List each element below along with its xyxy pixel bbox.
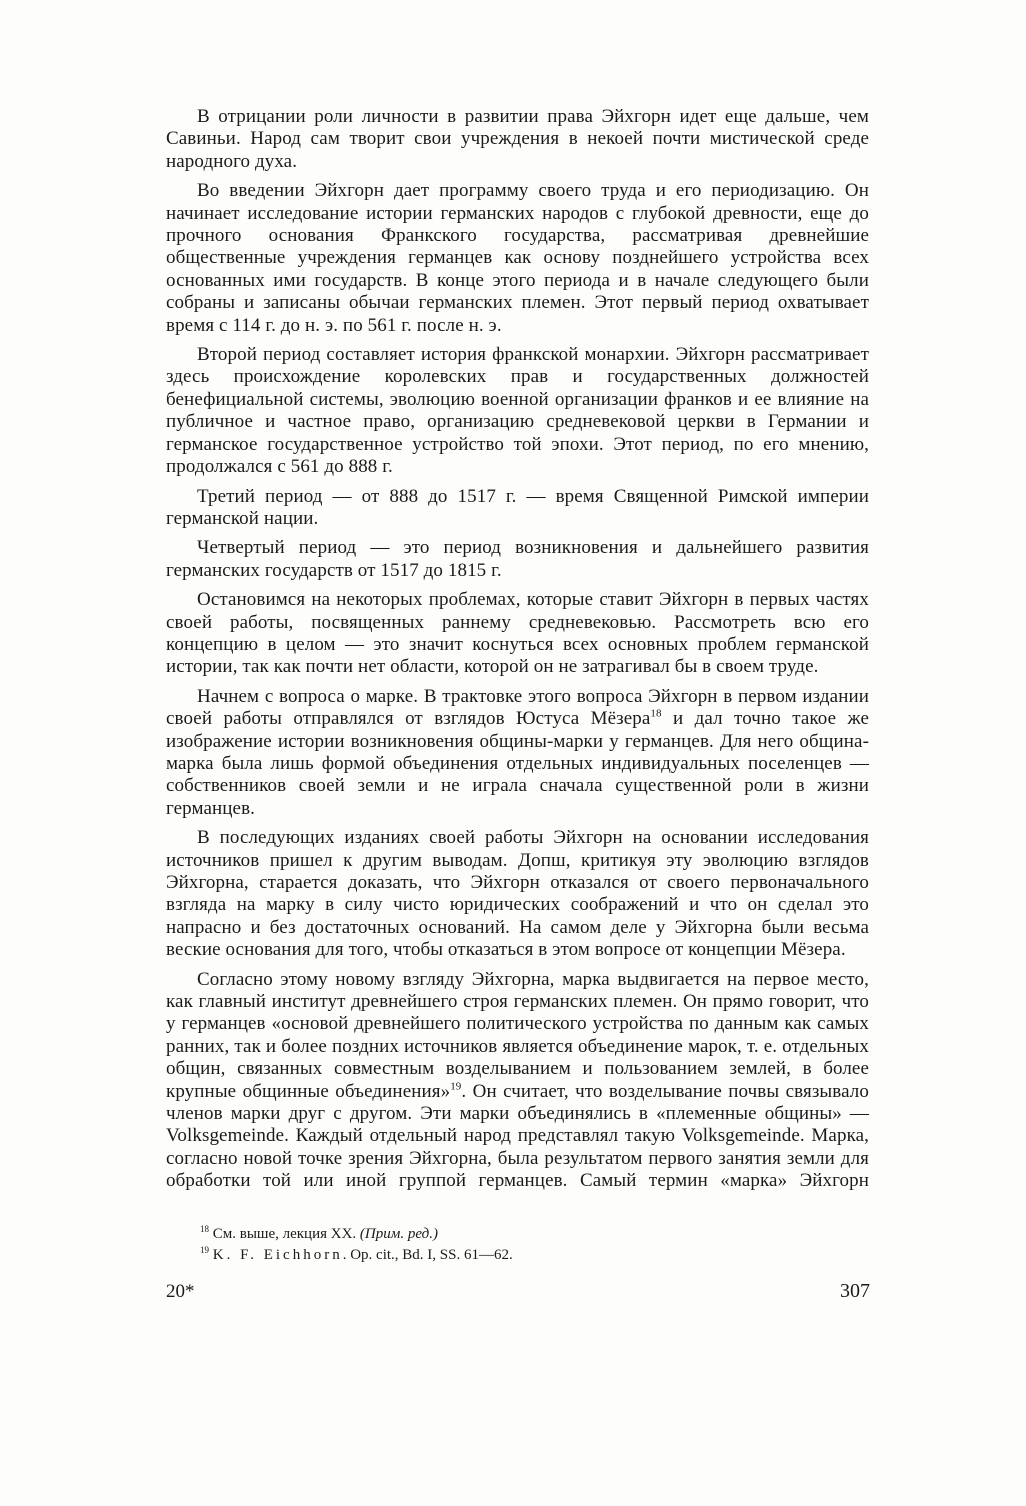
paragraph	[166, 686, 869, 820]
paragraph: Во введении Эйхгорн дает программу своего труда и его периодизацию. Он начинает исследование истории германских народов с глубокой древности, еще до прочного основания Франкского государства, рассматривая древнейшие общественные учреждения германцев как основу позднейшего устройства всех основанных ими государств. В конце этого периода и в начале следующего были собраны и записаны обычаи германских племен. Этот первый период охватывает время с 114 г. до н. э. по 561 г. после н. э.	[166, 180, 869, 336]
paragraph: Четвертый период — это период возникновения и дальнейшего развития германских государств от 1517 до 1815 г.	[166, 537, 869, 581]
footnote-number: 18	[200, 1224, 209, 1234]
paragraph: Второй период составляет история франкской монархии. Эйхгорн рассматривает здесь происхождение королевских прав и государственных должностей бенефициальной системы, эволюцию военной организации франков и ее влияние на публичное и частное право, организацию средневековой церкви в Германии и германское государственное устройство той эпохи. Этот период, по его мнению, продолжался с 561 до 888 г.	[166, 344, 869, 478]
paragraph-text: Начнем с вопроса о марке. В трактовке этого вопроса Эйхгорн в первом издании своей работы отправлялся от взглядов Юстуса Мёзера	[166, 685, 869, 730]
footnote	[200, 1224, 860, 1245]
paragraph: Третий период — от 888 до 1517 г. — время Священной Римской империи германской нации.	[166, 485, 869, 529]
paragraph-text: и дал точно такое же изображение истории возникновения общины-марки у германцев. Для него община-марка была лишь формой объединения отдельных индивидуальных поселенцев — собственников своей земли и не играла сначала существенной роли в жизни германцев.	[166, 708, 869, 819]
footnotes	[200, 1224, 860, 1266]
footnote	[200, 1245, 860, 1266]
paragraph-text: . Он считает, что возделывание почвы связывало членов марки друг с другом. Эти марки объединялись в «племенные общины» — Volksgemeinde. Каждый отдельный народ представлял такую Volksgemeinde. Марка, согласно новой точке зрения Эйхгорна, была результатом первого занятия земли для обработки той или иной группой германцев. Самый термин «марка» Эйхгорн	[166, 1080, 869, 1192]
footnote-author: K. F. Eichhorn	[212, 1247, 343, 1263]
page-number: 307	[840, 1280, 870, 1302]
footnote-text: . Op. cit., Bd. I, SS. 61—62.	[342, 1247, 513, 1263]
paragraph: Остановимся на некоторых проблемах, которые ставит Эйхгорн в первых частях своей работы, посвященных раннему средневековью. Рассмотреть всю его концепцию в целом — это значит коснуться всех основных проблем германской истории, так как почти нет области, которой он не затрагивал бы в своем труде.	[166, 589, 869, 678]
paragraph-text: Согласно этому новому взгляду Эйхгорна, марка выдвигается на первое место, как главный институт древнейшего строя германских племен. Он прямо говорит, что у германцев «основой древнейшего политического устройства по данным как самых ранних, так и более поздних источников является объединение марок, т. е. отдельных общин, связанных совместным возделыванием и пользованием землей, в более крупные общинные объединения»	[166, 968, 869, 1102]
paragraph: В отрицании роли личности в развитии права Эйхгорн идет еще дальше, чем Савиньи. Народ сам творит свои учреждения в некоей почти мистической среде народного духа.	[166, 106, 869, 172]
main-text	[166, 106, 869, 1193]
footnote-ref[interactable]: 19	[450, 1080, 462, 1093]
paragraph	[166, 969, 869, 1193]
footnote-number: 19	[200, 1245, 209, 1255]
footnote-text: См. выше, лекция XX.	[212, 1226, 360, 1242]
footnote-editor-note: (Прим. ред.)	[359, 1226, 438, 1242]
footnote-ref[interactable]: 18	[650, 707, 662, 720]
signature-mark: 20*	[166, 1281, 195, 1302]
paragraph: В последующих изданиях своей работы Эйхгорн на основании исследования источников пришел к другим выводам. Допш, критикуя эту эволюцию взглядов Эйхгорна, старается доказать, что Эйхгорн отказался от своего первоначального взгляда на марку в силу чисто юридических соображений и что он сделал это напрасно и без достаточных оснований. На самом деле у Эйхгорна были весьма веские основания для того, чтобы отказаться в этом вопросе от концепции Мёзера.	[166, 827, 869, 961]
